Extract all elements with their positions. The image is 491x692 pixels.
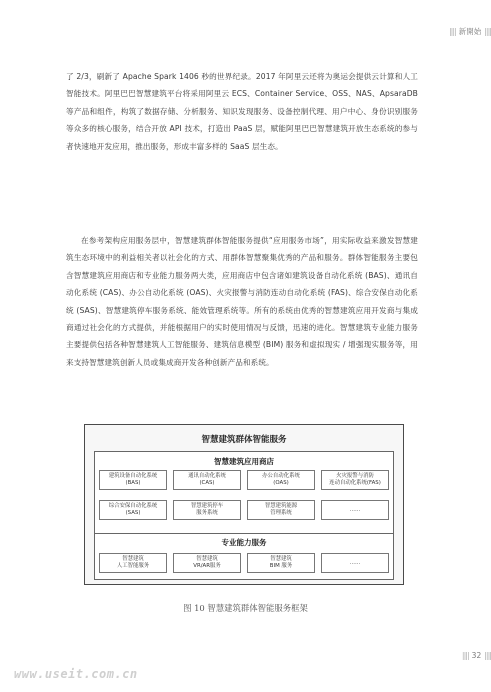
app-store-item: 通讯自动化系统 (CAS) [173,470,241,490]
page-left-mark-icon: |||| [461,651,469,660]
page-right-mark-icon: |||| [484,651,491,660]
paragraph-2: 在参考架构应用服务层中，智慧建筑群体智能服务提供“应用服务市场”，用实际收益来激发智慧建筑生态环境中的利益相关者以社会化的方式、用群体智慧聚集优秀的产品和服务。群体智能服务主要包含智慧建筑应用商店和专业能力服务两大类，应用商店中包含诸如建筑设备自动化系统 (BAS)、通讯自动化系统 (CAS)、办公自动化系统 (OAS)、火灾报警与消防连动自动化系统 (FAS)、综合安保自动化系统 (SAS)、智慧建筑停车服务系统、能效管理系统等。所有的系统由优秀的智慧建筑应用开发商与集成商通过社会化的方式提供，并能根据用户的实时使用情况与反馈，迅速的进化。智慧建筑专业能力服务主要提供包括各种智慧建筑人工智能服务、建筑信息模型 (BIM) 服务和虚拟现实 / 增强现实服务等，用来支持智慧建筑创新人员或集成商开发各种创新产品和系统。 [66,236,418,367]
figure-title: 智慧建筑群体智能服务 [201,435,287,445]
header-left-mark-icon: |||| [448,26,456,36]
architecture-figure [84,424,404,585]
app-store-item: 综合安保自动化系统 (SAS) [99,500,167,520]
pro-services-title: 专业能力服务 [221,538,267,547]
pro-service-item: 智慧建筑 VR/AR服务 [173,553,241,573]
page-number-block [462,651,491,660]
pro-service-item: 智慧建筑 BIM 服务 [247,553,315,573]
pro-service-item: …… [321,553,389,573]
app-store-item: 建筑设备自动化系统 (BAS) [99,470,167,490]
app-store-title: 智慧建筑应用商店 [214,457,274,466]
app-store-item: 智慧建筑能源 管理系统 [247,500,315,520]
app-store-item: 智慧建筑停车 服务系统 [173,500,241,520]
watermark: www.useit.com.cn [14,667,138,681]
page-number: 32 [471,651,482,660]
running-header [449,23,491,39]
app-store-item: …… [321,500,389,520]
app-store-item: 火灾报警与消防 连动自动化系统(FAS) [321,470,389,490]
pro-services-group [94,533,394,580]
figure-caption: 图 10 智慧建筑群体智能服务框架 [183,603,308,613]
section-title: 新開始 [458,26,482,36]
app-store-item: 办公自动化系统 (OAS) [247,470,315,490]
pro-service-item: 智慧建筑 人工智能服务 [99,553,167,573]
paragraph-1: 了 2/3，刷新了 Apache Spark 1406 秒的世界纪录。2017 年阿里云还将为奥运会提供云计算和人工智能技术。阿里巴巴智慧建筑平台将采用阿里云 ECS、Container Service、OSS、NAS、ApsaraDB 等产品和组件，构筑了数据存储、分析服务、知识发现服务、设备控制代理、用户中心、身份识别服务等众多的核心服务，结合开放 API 技术，打造出 PaaS 层，赋能阿里巴巴智慧建筑开放生态系统的参与者快速地开发应用，推出服务，形成丰富多样的 SaaS 层生态。 [66,72,418,151]
header-right-mark-icon: |||| [484,26,491,36]
